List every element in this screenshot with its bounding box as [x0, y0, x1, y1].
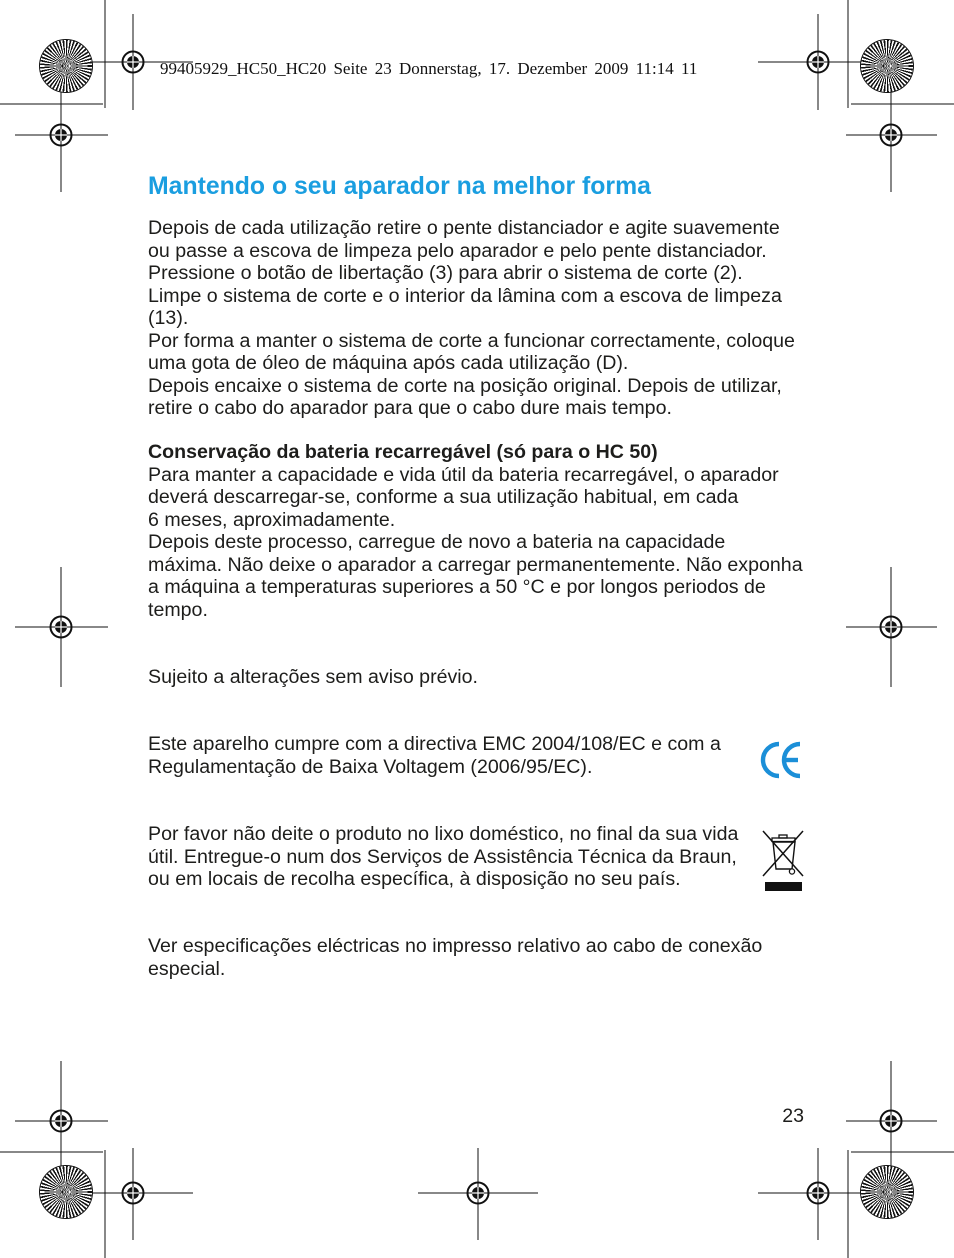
- text-line: máxima. Não deixe o aparador a carregar permanentemente. Não exponha: [148, 553, 803, 576]
- text-line: tempo.: [148, 598, 208, 621]
- star-target-mark: [40, 40, 92, 92]
- text-line: (13).: [148, 307, 189, 329]
- care-instructions-paragraph: [148, 217, 795, 420]
- registration-mark: [418, 1148, 538, 1240]
- section-title: Mantendo o seu aparador na melhor forma: [148, 173, 651, 200]
- registration-mark: [846, 567, 937, 687]
- text-line: uma gota de óleo de máquina após cada utilização (D).: [148, 352, 629, 374]
- star-target-mark: [861, 1166, 913, 1218]
- star-target-mark: [861, 40, 913, 92]
- registration-mark: [15, 567, 108, 687]
- print-header-slug: 99405929_HC50_HC20 Seite 23 Donnerstag, 17. Dezember 2009 11:14 11: [160, 59, 698, 78]
- registration-mark: [758, 14, 878, 110]
- text-line: Limpe o sistema de corte e o interior da lâmina com a escova de limpeza: [148, 284, 782, 307]
- text-line: Por favor não deite o produto no lixo doméstico, no final da sua vida: [148, 823, 739, 845]
- text-line: Para manter a capacidade e vida útil da bateria recarregável, o aparador: [148, 463, 779, 486]
- text-line: Sujeito a alterações sem aviso prévio.: [148, 666, 478, 688]
- text-line: ou passe a escova de limpeza pelo aparador e pelo pente distanciador.: [148, 239, 767, 262]
- text-line: Depois encaixe o sistema de corte na posição original. Depois de utilizar,: [148, 374, 782, 397]
- text-line: deverá descarregar-se, conforme a sua utilização habitual, em cada: [148, 486, 739, 508]
- text-line: Este aparelho cumpre com a directiva EMC 2004/108/EC e com a: [148, 733, 721, 755]
- registration-mark: [846, 87, 937, 192]
- ce-mark-icon: [757, 740, 804, 780]
- text-line: especial.: [148, 957, 226, 980]
- compliance-statement: [148, 733, 721, 778]
- text-line: Pressione o botão de libertação (3) para abrir o sistema de corte (2).: [148, 262, 743, 284]
- registration-mark: [758, 1148, 878, 1240]
- text-line: ou em locais de recolha específica, à disposição no seu país.: [148, 868, 681, 890]
- battery-care-heading: Conservação da bateria recarregável (só para o HC 50): [148, 441, 658, 463]
- text-line: Por forma a manter o sistema de corte a funcionar correctamente, coloque: [148, 329, 795, 352]
- text-line: retire o cabo do aparador para que o cabo dure mais tempo.: [148, 397, 672, 419]
- text-line: útil. Entregue-o num dos Serviços de Assistência Técnica da Braun,: [148, 845, 737, 868]
- text-line: a máquina a temperaturas superiores a 50 °C e por longos periodos de: [148, 576, 766, 598]
- text-line: Depois de cada utilização retire o pente distanciador e agite suavemente: [148, 217, 780, 239]
- electrical-specs-note: [148, 935, 762, 980]
- battery-care-section: [148, 441, 803, 621]
- crossed-out-wheelie-bin-icon: [761, 829, 805, 893]
- text-line: Depois deste processo, carregue de novo a bateria na capacidade: [148, 531, 726, 553]
- page-number: 23: [782, 1105, 804, 1127]
- change-notice: [148, 666, 478, 689]
- star-target-mark: [40, 1166, 92, 1218]
- text-line: 6 meses, aproximadamente.: [148, 508, 396, 531]
- text-line: Regulamentação de Baixa Voltagem (2006/95/EC).: [148, 755, 593, 778]
- disposal-statement: [148, 823, 738, 891]
- registration-mark: [15, 87, 108, 192]
- text-line: Ver especificações eléctricas no impresso relativo ao cabo de conexão: [148, 935, 763, 957]
